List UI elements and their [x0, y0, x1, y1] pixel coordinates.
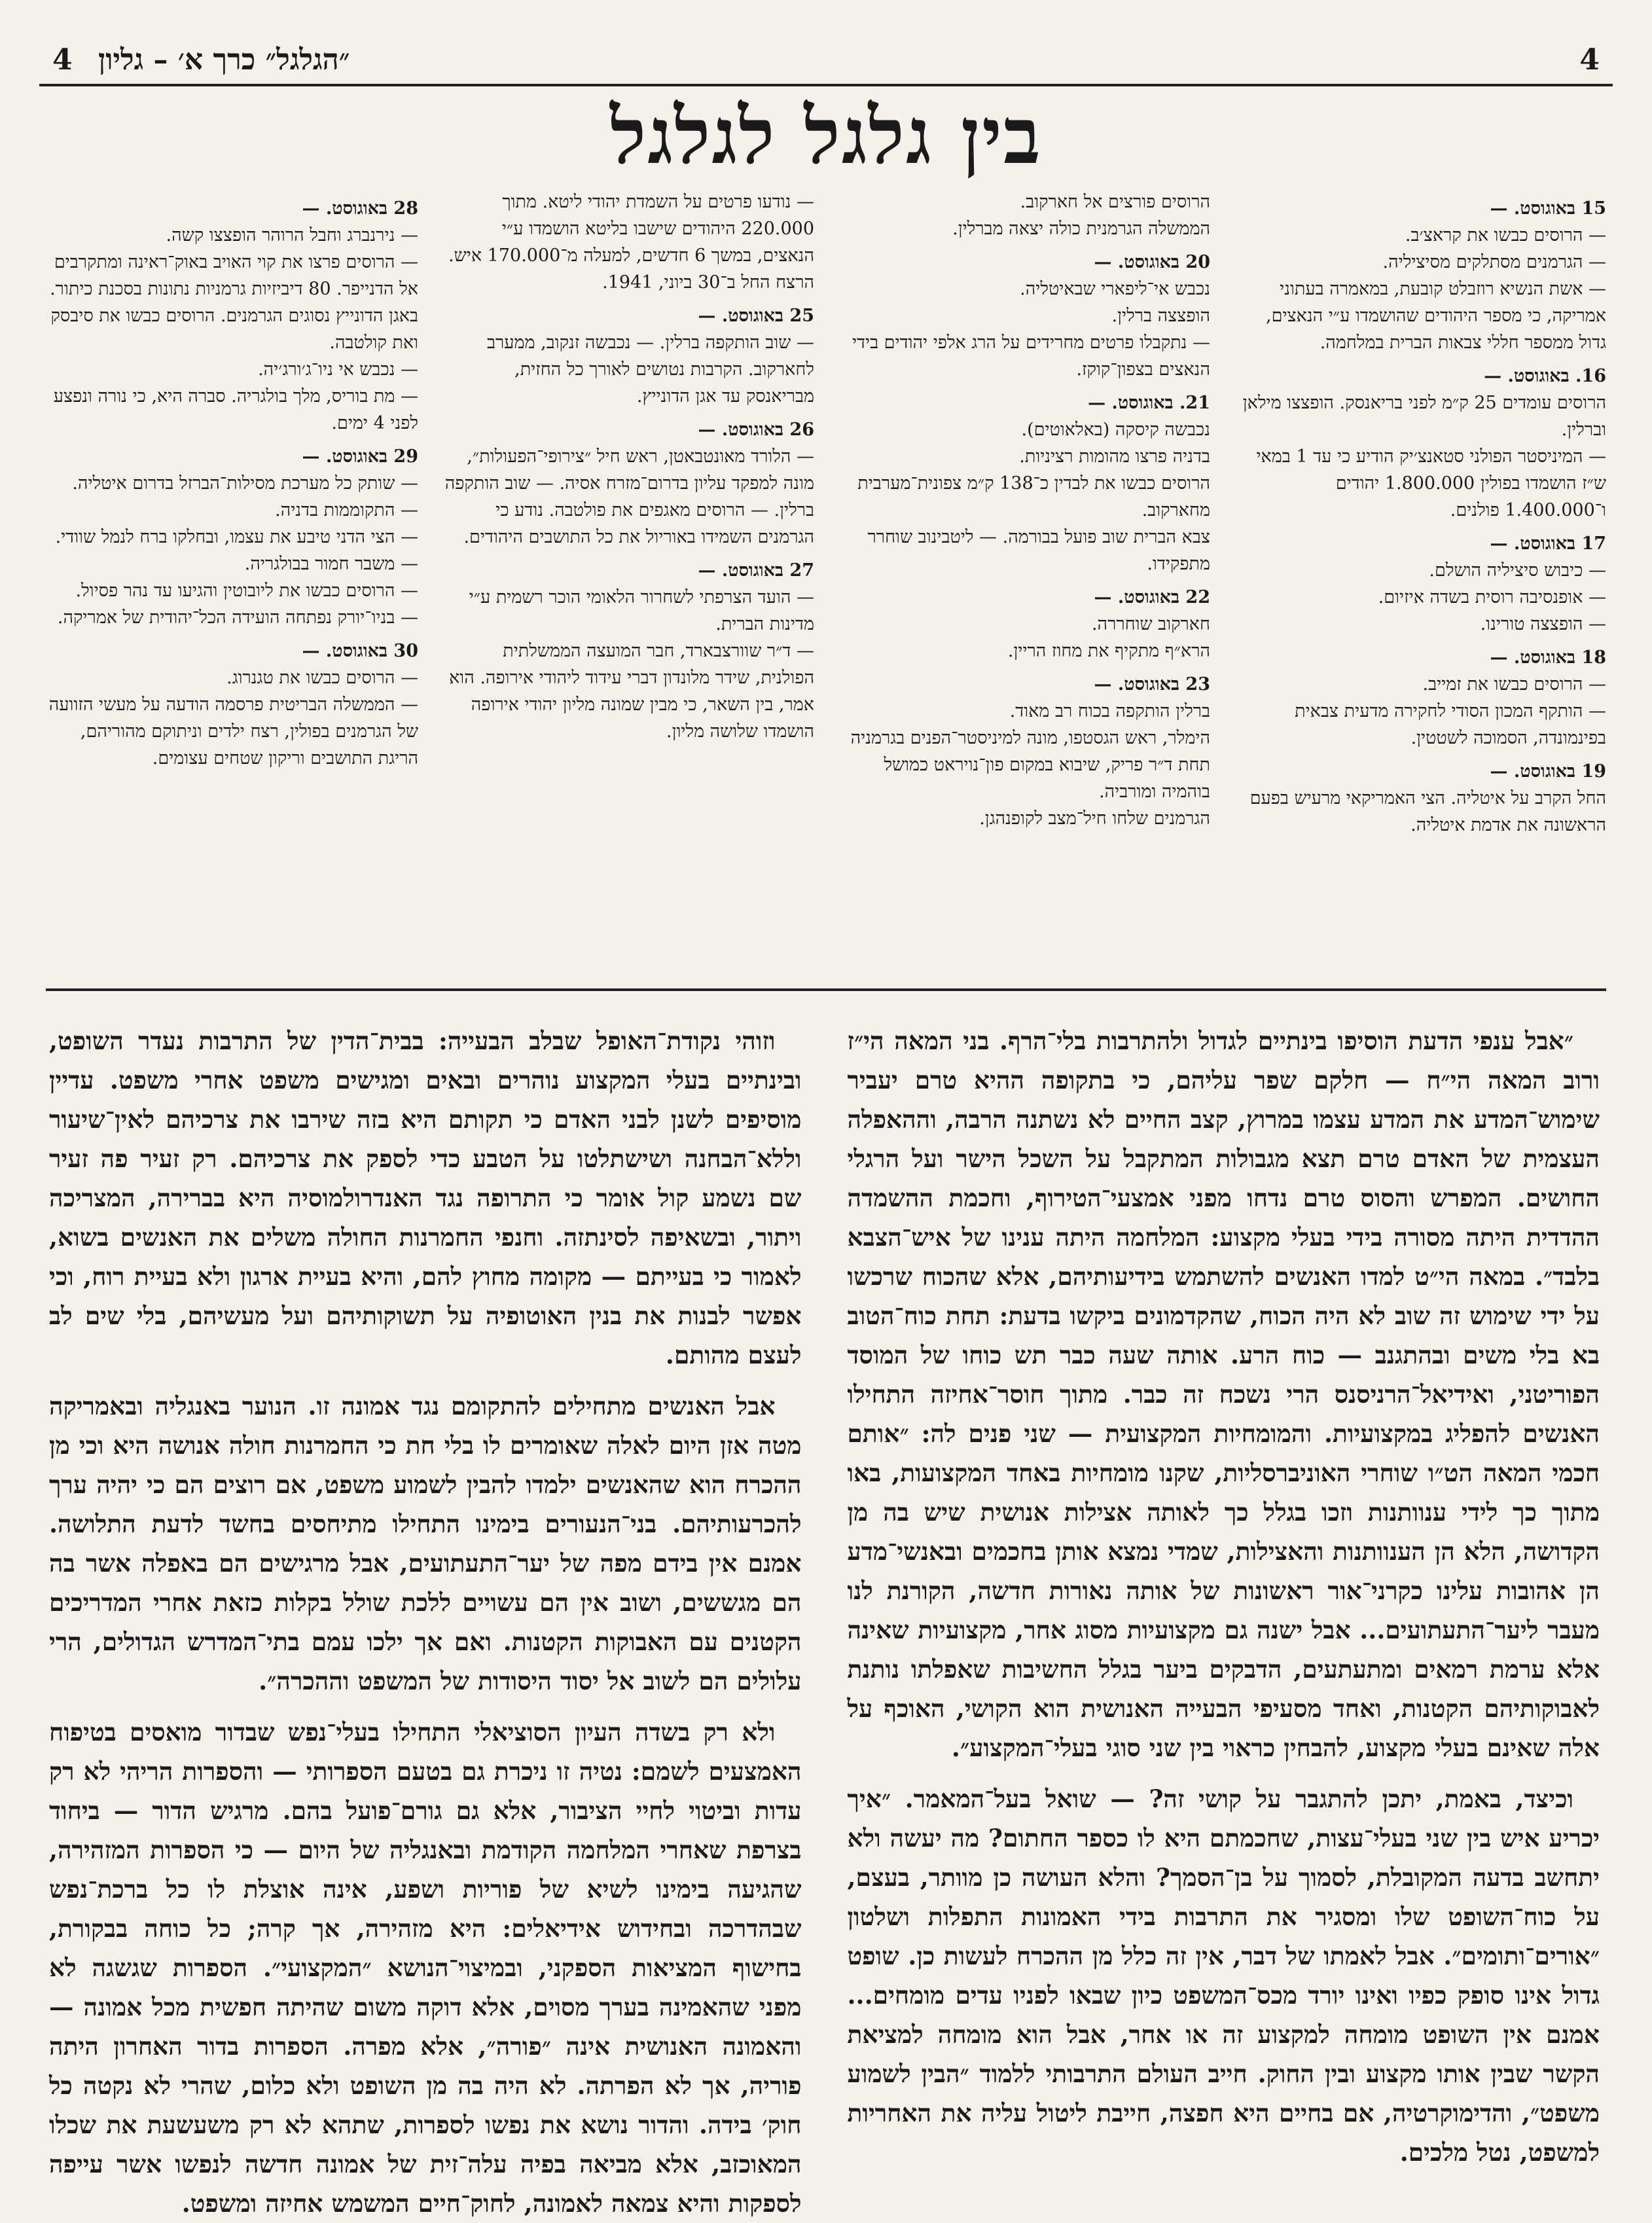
- chronicle-item: — כיבוש סיציליה הושלם.: [1429, 560, 1606, 581]
- chronicle-item: ברלין הותקפה בכוח רב מאוד.: [1009, 701, 1210, 721]
- chronicle-section: [46, 189, 1606, 982]
- chronicle-item: הממשלה הגרמנית כולה יצאה מברלין.: [952, 219, 1210, 239]
- chronicle-item: — הרוסים כבשו את זמייב.: [1422, 674, 1606, 695]
- chronicle-date: 17 באוגוסט. —: [1490, 533, 1606, 554]
- chronicle-item: — נכבש אי ניו־ג׳ורג׳יה.: [258, 359, 418, 380]
- chronicle-date: 20 באוגוסט. —: [1094, 252, 1210, 272]
- essay-paragraph: וכיצד, באמת, יתכן להתגבר על קושי זה? — שואל בעל־המאמר. ״איך יכריע איש בין שני בעלי־עצות, שחכמתם היא לו כספר החתום? מה יעשה ולא יתחשב בדעה המקובלת, לסמוך על בן־הסמך? והלא העושה כן מוותר, בעצם, על כוח־השופט שלו ומסגיר את התרבות בידי האמונות התפלות ושלטון ״אורים־ותומים״. אבל לאמתו של דבר, אין זה כלל מן ההכרח לעשות כן. שופט גדול אינו סופק כפיו ואינו יורד מכס־המשפט כיון שבאו לפניו עדים מומחים... אמנם אין השופט מומחה למקצוע זה או אחר, אבל הוא מומחה למציאת הקשר שבין אותו מקצוע ובין החוק. חייב העולם התרבותי ללמוד ״הבין לשמוע משפט״, והדימוקרטיה, אם בחיים היא חפצה, חייבת ליטול עליה את האחריות למשפט, נטל מלכים.: [847, 1784, 1600, 2167]
- chronicle-item: הופצצה ברלין.: [1111, 306, 1210, 326]
- chronicle-item: — הממשלה הבריטית פרסמה הודעה על מעשי הזוועה של הגרמנים בפולין, רצח ילדים וניתוקם מהוריהם, הריגת התושבים וריקון שטחים עצומים.: [48, 695, 418, 768]
- chronicle-item: — אשת הנשיא רוזבלט קובעת, במאמרה בעתוני אמריקה, כי מספר היהודים שהושמדו ע״י הנאצים, גדול ממספר חללי צבאות הברית במלחמה.: [1266, 279, 1606, 353]
- chronicle-item: — בניו־יורק נפתחה הועידה הכל־יהודית של אמריקה.: [57, 607, 418, 628]
- publication-name: ״הגלגל״ כרך א׳ – גליון: [98, 43, 350, 77]
- chronicle-item: — אופנסיבה רוסית בשדה איזיום.: [1378, 587, 1606, 607]
- chronicle-item: — נתקבלו פרטים מחרידים על הרג אלפי יהודים בידי הנאצים בצפון־קוקז.: [852, 333, 1210, 380]
- chronicle-item: נכבש אי־ליפארי שבאיטליה.: [1020, 279, 1210, 299]
- chronicle-date: 18 באוגוסט. —: [1490, 647, 1606, 668]
- chronicle-item: — ד״ר שוורצבארד, חבר המועצה הממשלתית הפולנית, שידר מלונדון דברי עידוד ליהודי אירופה. הוא אמר, בין השאר, כי מבין שמונה מליון יהודי אירופה הושמדו שלושה מליון.: [449, 641, 814, 742]
- chronicle-date: 21. באוגוסט. —: [1088, 393, 1210, 413]
- header-rule: [39, 84, 1613, 86]
- chronicle-item: — נודעו פרטים על השמדת יהודי ליטא. מתוך 220.000 היהודים שישבו בליטא הושמדו ע״י הנאצים, במשך 6 חדשים, למעלה מ־170.000 איש. הרצח החל ב־30 ביוני, 1941.: [448, 192, 814, 293]
- chronicle-item: — הגרמנים מסתלקים מסיציליה.: [1382, 252, 1606, 272]
- essay-paragraph: ״אבל ענפי הדעת הוסיפו בינתיים לגדול ולהתרבות בלי־הרף. בני המאה הי״ז ורוב המאה הי״ח — חלקם שפר עליהם, כי בתקופה ההיא טרם יעביר שימוש־המדע את המדע עצמו במרוץ, קצב החיים לא נשתנה הרבה, וההאפלה העצמית של האדם טרם תצא מגבולות המתקבל על השכל הישר ועל הרגלי החושים. המפרש והסוס טרם נדחו מפני אמצעי־הטירוף, וחכמת ההשמדה ההדדית היתה מסורה בידי בעלי מקצוע: המלחמה היתה ענינו של איש־הצבא בלבד״. במאה הי״ט למדו האנשים להשתמש בידיעותיהם, אלא שהכוח שרכשו על ידי שימוש זה שוב לא היה הכוח, שהקדמונים ביקשו בדעת: תחת כוח־הטוב בא בלי משים ובהתגנב — כוח הרע. אותה שעה כבר תש כוחו של המוסד הפוריטני, ואידיאל־הרניסנס הרי נשכח זה כבר. מתוך חוסר־אחיזה התחילו האנשים להפליג במקצועיות. והמומחיות המקצועית — שני פנים לה: ״אותם חכמי המאה הט״ו שוחרי האוניברסליות, שקנו מומחיות באחד המקצועות, באו מתוך כך לידי ענוותנות וזכו בגלל כך לאותה אצילות אנושית שיש בה מן הקדושה, הלא הן הענוותנות והאצילות, שמדי נמצא אותן בחכמים ובאנשי־מדע הן אהובות עלינו כקרני־אור ראשונות של אותה נאורות חדשה, הקורנת לנו מעבר ליער־התעתועים... אבל ישנה גם מקצועיות מסוג אחר, מקצועיות שאינה אלא ערמת רמאים ומתעתעים, הדבקים ביער בגלל החשיבות שאפלתו נותנת לאבוקותיהם הקטנות, ואחד מסעיפי הבעייה האנושית הוא הקושי, האוכף על אלה שאינם בעלי מקצוע, להבחין כראוי בין שני סוגי בעלי־המקצוע״.: [847, 1026, 1600, 1762]
- chronicle-item: — נירנברג וחבל הרוהר הופצצו קשה.: [166, 225, 418, 245]
- chronicle-item: בדניה פרצו מהומות רציניות.: [1019, 446, 1210, 467]
- chronicle-date: 15 באוגוסט. —: [1490, 198, 1606, 219]
- chronicle-item: — המיניסטר הפולני סטאנצ׳יק הודיע כי עד 1 במאי ש״ז הושמדו בפולין 1.800.000 יהודים ו־1.400.000 פולנים.: [1256, 446, 1606, 520]
- chronicle-item: — הלורד מאונטבאטן, ראש חיל ״צירופי־הפעולות״, מונה למפקד עליון בדרום־מזרח אסיה. — שוב הותקפה ברלין. — הרוסים מאגפים את פולטבה. נודע כי הגרמנים השמידו באוריול את כל התושבים היהודים.: [444, 446, 814, 547]
- chronicle-item: צבא הברית שוב פועל בבורמה. — ליטבינוב שוחרר מתפקידו.: [867, 527, 1210, 574]
- chronicle-item: — מת בוריס, מלך בולגריה. סברה היא, כי נורה ונפצע לפני 4 ימים.: [53, 386, 418, 433]
- essay-paragraph: וזוהי נקודת־האופל שבלב הבעייה: בבית־הדין של התרבות נעדר השופט, ובינתיים בעלי המקצוע נוהרים ובאים ומגישים משפט אחרי משפט. עדיין מוסיפים לשנן לבני האדם כי תקותם היא בזה שירבו את צרכיהם לאין־שיעור וללא־הבחנה ושישתלטו על הטבע כדי לספק את צרכיהם. רק זעיר פה זעיר שם נשמע קול אומר כי התרופה נגד האנדרולמוסיה היא בברירה, המצריכה ויתור, ובשאיפה לסינתזה. וחנפי החמרנות החולה משלים את האנשים בשוא, לאמור כי בעייתם — מקומה מחוץ להם, והיא בעיית ארגון ולא בעיית רוח, וכי אפשר לבנות את בנין האוטופיה על תשוקותיהם ועל מעשיהם, בלי שים לב לעצם מהותם.: [49, 1026, 802, 1369]
- chronicle-date: 29 באוגוסט. —: [302, 446, 418, 467]
- chronicle-date: 16. באוגוסט. —: [1484, 366, 1606, 386]
- essay-column: [848, 1021, 1600, 2173]
- page-number-left: 4: [52, 43, 73, 77]
- chronicle-item: חארקוב שוחררה.: [1091, 614, 1210, 634]
- chronicle-column: [1234, 189, 1606, 982]
- chronicle-item: נכבשה קיסקה (באלאוטים).: [1021, 420, 1210, 440]
- chronicle-column: [838, 189, 1210, 982]
- chronicle-item: — הועד הצרפתי לשחרור הלאומי הוכר רשמית ע״י מדינות הברית.: [469, 587, 814, 634]
- chronicle-date: 30 באוגוסט. —: [302, 641, 418, 661]
- chronicle-item: — שוב הותקפה ברלין. — נכבשה זנקוב, ממערב לחארקוב. הקרבות נטושים לאורך כל החזית, מבריאנסק עד אגן הדונייץ.: [486, 333, 814, 407]
- chronicle-item: הימלר, ראש הגסטפו, מונה למיניסטר־הפנים בגרמניה תחת ד״ר פריק, שיבוא במקום פון־נויראט כמושל בוהמיה ומורביה.: [850, 728, 1210, 802]
- chronicle-item: — התקוממות בדניה.: [275, 500, 418, 520]
- chronicle-date: 19 באוגוסט. —: [1490, 761, 1606, 782]
- chronicle-item: — הופצצה טורינו.: [1480, 614, 1606, 634]
- chronicle-item: — הרוסים כבשו את טגנרוג.: [226, 668, 418, 688]
- chronicle-item: החל הקרב על איטליה. הצי האמריקאי מרעיש בפעם הראשונה את אדמת איטליה.: [1249, 788, 1606, 835]
- running-header: [39, 38, 1613, 84]
- essay-paragraph: ולא רק בשדה העיון הסוציאלי התחילו בעלי־נפש שבדור מואסים בטיפוח האמצעים לשמם: נטיה זו ניכרת גם בטעם הספרותי — והספרות הריהי לא רק עדות וביטוי לחיי הציבור, אלא גם גורם־פועל בהם. מרגיש הדור — ביחוד בצרפת שאחרי המלחמה הקודמת ובאנגליה של היום — כי הספרות המזהירה, שהגיעה בימינו לשיא של פוריות ושפע, אינה אוצלת לו כל ברכת־נפש שבהדרכה ובחידוש אידיאלים: היא מזהירה, אך קרה; כל כוחה בבקורת, בחישוף המציאות הספקני, ובמיצוי־הנושא ״המקצועי״. הספרות שגשגה לא מפני שהאמינה בערך מסוים, אלא דוקה משום שהיתה חפשית מכל אמונה — והאמונה האנושית אינה ״פורה״, אלא מפרה. הספרות בדור האחרון היתה פוריה, אך לא הפרתה. לא היה בה מן השופט ולא כלום, שהרי לא נקטה כל חוק׳ בידה. והדור נושא את נפשו לספרות, שתהא לא רק משעשעת את שכלו המאוכזב, אלא מביאה בפיה עלה־זית של אמונה חדשה לנפשו אשר עייפה לספקות והיא צמאה לאמונה, לחוק־חיים המשמש אחיזה ומשפט.: [49, 1718, 802, 2218]
- chronicle-item: — הצי הדני טיבע את עצמו, ובחלקו ברח לנמל שוודי.: [55, 527, 418, 547]
- chronicle-item: — הותקף המכון הסודי לחקירה מדעית צבאית בפינמונדה, הסמוכה לשטטין.: [1295, 701, 1606, 748]
- chronicle-column: [442, 189, 814, 982]
- chronicle-item: — משבר חמור בבולגריה.: [244, 554, 418, 574]
- chronicle-date: 25 באוגוסט. —: [698, 306, 814, 326]
- section-divider: [46, 988, 1606, 991]
- chronicle-item: הרא״ף מתקיף את מחוז הריין.: [1007, 641, 1210, 661]
- essay-paragraph: אבל האנשים מתחילים להתקומם נגד אמונה זו. הנוער באנגליה ובאמריקה מטה אזן היום לאלה שאומרים לו בלי חת כי החמרנות חולה אנושה היא וכי מן ההכרח הוא שהאנשים ילמדו להבין לשמוע משפט, אם רוצים הם כי יהיה ערך להכרעותיהם. בני־הנעורים בימינו התחילו מתיחסים בחשד לדעת התלושה. אמנם אין בידם מפה של יער־התעתועים, אבל מרגישים הם באפלה אשר בה הם מגששים, ושוב אין הם עשויים ללכת שולל בקלות כזאת אחרי המדריכים הקטנים עם האבוקות הקטנות. ואם אך ילכו עמם בתי־המדרש הגדולים, הרי עלולים הם לשוב אל יסוד היסודות של המשפט וההכרה״.: [49, 1392, 802, 1695]
- chronicle-item: — הרוסים פרצו את קוי האויב באוק־ראינה ומתקרבים אל הדנייפר. 80 דיביזיות גרמניות נתונות בסכנת כיתור. באגן הדונייץ נסוגים הגרמנים. הרוסים כבשו את סיבסק ואת קולטבה.: [50, 252, 418, 353]
- chronicle-item: הרוסים כבשו את לבדין כ־138 ק״מ צפונית־מערבית מחארקוב.: [857, 473, 1210, 520]
- page-title: בין גלגל לגלגל: [610, 90, 1042, 181]
- essay-column: [49, 1021, 802, 2218]
- chronicle-item: הרוסים עומדים 25 ק״מ לפני בריאנסק. הופצצו מילאן וברלין.: [1242, 393, 1606, 440]
- chronicle-item: — שותק כל מערכת מסילות־הברזל בדרום איטליה.: [72, 473, 418, 494]
- chronicle-date: 28 באוגוסט. —: [302, 198, 418, 219]
- chronicle-item: — הרוסים כבשו את ליובוטין והגיעו עד נהר פסיול.: [75, 581, 418, 601]
- chronicle-date: 27 באוגוסט. —: [698, 560, 814, 581]
- chronicle-column: [46, 189, 418, 982]
- chronicle-item: הגרמנים שלחו חיל־מצב לקופנהגן.: [979, 808, 1210, 829]
- chronicle-item: הרוסים פורצים אל חארקוב.: [1020, 192, 1210, 212]
- essay-section: [49, 1021, 1600, 2218]
- chronicle-date: 23 באוגוסט. —: [1094, 674, 1210, 695]
- chronicle-item: — הרוסים כבשו את קראצ׳ב.: [1405, 225, 1606, 245]
- chronicle-date: 26 באוגוסט. —: [698, 420, 814, 440]
- page-number-right: 4: [1579, 43, 1600, 77]
- chronicle-date: 22 באוגוסט. —: [1094, 587, 1210, 607]
